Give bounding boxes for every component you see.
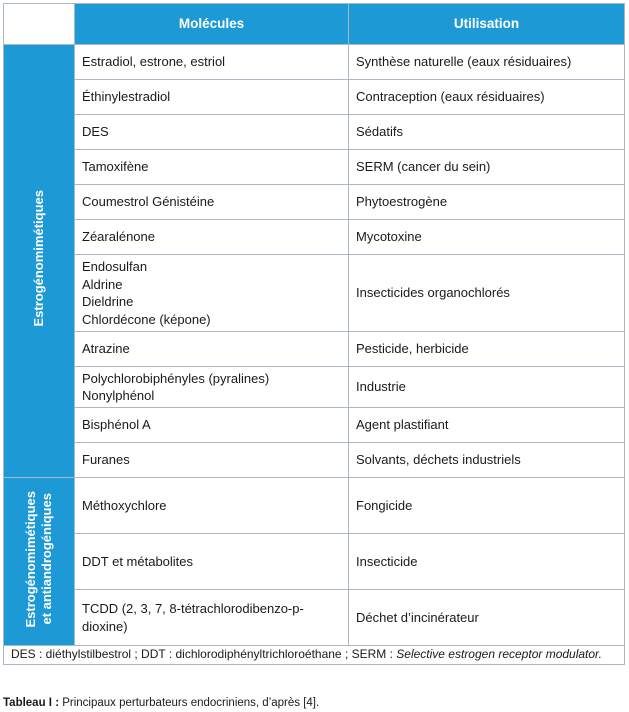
molecules-cell: Coumestrol Génistéine [75,185,349,220]
utilisation-cell: Sédatifs [349,115,625,150]
molecules-cell: Zéaralénone [75,220,349,255]
footnote-row [4,646,625,665]
utilisation-cell: Pesticide, herbicide [349,332,625,367]
table-row [4,408,625,443]
utilisation-cell: Industrie [349,367,625,408]
utilisation-cell: Contraception (eaux résiduaires) [349,80,625,115]
table-row [4,590,625,646]
utilisation-cell: Insecticide [349,534,625,590]
header-corner [4,4,75,45]
table-row [4,443,625,478]
group-label: Estrogénomimétiques et antiandrogéniques [23,490,54,628]
table-row [4,534,625,590]
table-row [4,220,625,255]
header-molecules: Molécules [75,4,349,45]
table-body [4,45,625,646]
molecules-cell: Bisphénol A [75,408,349,443]
table-row [4,80,625,115]
table-row [4,115,625,150]
footnote-italic: Selective estrogen receptor modulator. [396,647,602,661]
molecules-cell: Éthinylestradiol [75,80,349,115]
utilisation-cell: Solvants, déchets industriels [349,443,625,478]
footnote-text: DES : diéthylstilbestrol ; DDT : dichlorodiphényltrichloroéthane ; SERM : [11,647,397,661]
utilisation-cell: SERM (cancer du sein) [349,150,625,185]
caption-label: Tableau I : [3,697,60,709]
utilisation-cell: Insecticides organochlorés [349,255,625,332]
molecules-cell: TCDD (2, 3, 7, 8-tétrachlorodibenzo-p- dioxine) [75,590,349,646]
molecules-cell: DDT et métabolites [75,534,349,590]
molecules-cell: DES [75,115,349,150]
molecules-cell: Furanes [75,443,349,478]
molecules-cell: Endosulfan Aldrine Dieldrine Chlordécone (képone) [75,255,349,332]
table-footnote [4,646,625,665]
group-label-cell [4,45,75,478]
table-caption [3,697,319,709]
utilisation-cell: Agent plastifiant [349,408,625,443]
table-row [4,255,625,332]
table-row [4,367,625,408]
utilisation-cell: Synthèse naturelle (eaux résiduaires) [349,45,625,80]
table-row [4,150,625,185]
table-header-row [4,4,625,45]
molecules-cell: Tamoxifène [75,150,349,185]
header-utilisation: Utilisation [349,4,625,45]
group-label: Estrogénomimétiques [31,190,46,328]
utilisation-cell: Fongicide [349,478,625,534]
utilisation-cell: Déchet d’incinérateur [349,590,625,646]
table-row [4,185,625,220]
molecules-cell: Estradiol, estrone, estriol [75,45,349,80]
endocrine-disruptors-table [3,3,625,665]
group-label-cell [4,478,75,646]
table-row [4,478,625,534]
molecules-cell: Atrazine [75,332,349,367]
table-row [4,45,625,80]
utilisation-cell: Mycotoxine [349,220,625,255]
caption-text: Principaux perturbateurs endocriniens, d’après [4]. [59,697,320,709]
table-row [4,332,625,367]
molecules-cell: Méthoxychlore [75,478,349,534]
utilisation-cell: Phytoestrogène [349,185,625,220]
molecules-cell: Polychlorobiphényles (pyralines) Nonylphénol [75,367,349,408]
